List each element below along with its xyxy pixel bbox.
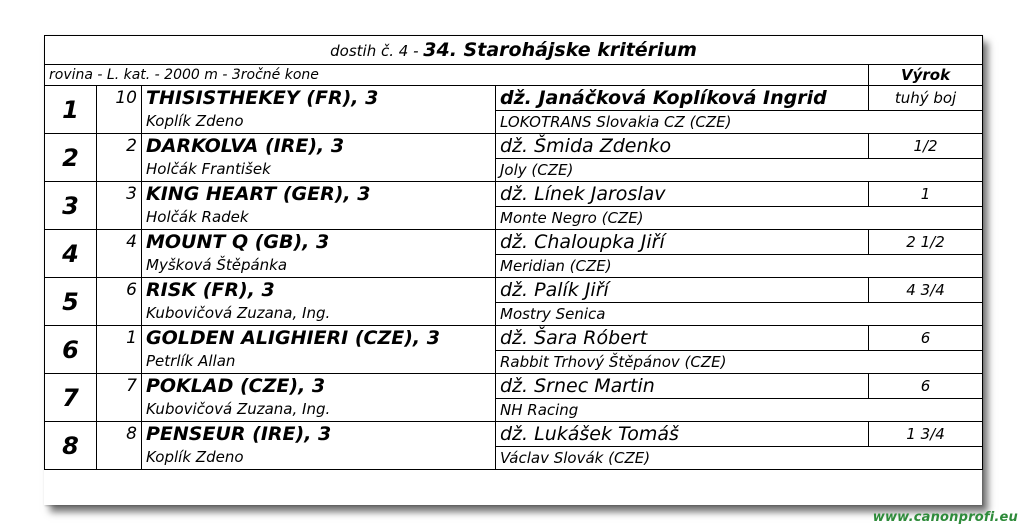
- start-number: 7: [97, 374, 142, 399]
- owner-name: Monte Negro (CZE): [496, 207, 983, 230]
- trainer-name: Petrlík Allan: [142, 351, 496, 374]
- start-number-spacer: [97, 399, 142, 422]
- entry-detail-row: [45, 351, 983, 374]
- place-cell: 4: [45, 230, 97, 278]
- place-cell: 2: [45, 134, 97, 182]
- horse-name: GOLDEN ALIGHIERI (CZE), 3: [142, 326, 496, 351]
- trainer-name: Holčák Radek: [142, 207, 496, 230]
- start-number: 4: [97, 230, 142, 255]
- race-number: dostih č. 4 -: [330, 41, 419, 60]
- owner-name: Mostry Senica: [496, 303, 983, 326]
- result-column-header: Výrok: [869, 65, 983, 86]
- start-number-spacer: [97, 447, 142, 470]
- start-number: 2: [97, 134, 142, 159]
- place-cell: 8: [45, 422, 97, 470]
- start-number: 10: [97, 86, 142, 111]
- owner-name: Joly (CZE): [496, 159, 983, 182]
- margin-cell: 1/2: [869, 134, 983, 159]
- entry-detail-row: [45, 207, 983, 230]
- start-number-spacer: [97, 207, 142, 230]
- start-number: 8: [97, 422, 142, 447]
- start-number-spacer: [97, 351, 142, 374]
- trainer-name: Koplík Zdeno: [142, 447, 496, 470]
- start-number: 1: [97, 326, 142, 351]
- horse-name: POKLAD (CZE), 3: [142, 374, 496, 399]
- start-number-spacer: [97, 255, 142, 278]
- margin-cell: 4 3/4: [869, 278, 983, 303]
- entry-detail-row: [45, 255, 983, 278]
- entry-detail-row: [45, 159, 983, 182]
- trainer-name: Kubovičová Zuzana, Ing.: [142, 303, 496, 326]
- race-title: [45, 36, 983, 65]
- jockey-name: dž. Srnec Martin: [496, 374, 869, 399]
- margin-cell: 1: [869, 182, 983, 207]
- entry-detail-row: [45, 399, 983, 422]
- entry-row: [45, 278, 983, 303]
- race-results-table: [44, 35, 983, 470]
- owner-name: NH Racing: [496, 399, 983, 422]
- horse-name: KING HEART (GER), 3: [142, 182, 496, 207]
- jockey-name: dž. Janáčková Koplíková Ingrid: [496, 86, 869, 111]
- entry-row: [45, 86, 983, 111]
- entry-detail-row: [45, 447, 983, 470]
- owner-name: Václav Slovák (CZE): [496, 447, 983, 470]
- entry-detail-row: [45, 303, 983, 326]
- entry-row: [45, 182, 983, 207]
- entry-detail-row: [45, 111, 983, 134]
- margin-cell: 6: [869, 374, 983, 399]
- race-name: 34. Starohájske kritérium: [423, 38, 697, 61]
- horse-name: THISISTHEKEY (FR), 3: [142, 86, 496, 111]
- place-cell: 1: [45, 86, 97, 134]
- horse-name: PENSEUR (IRE), 3: [142, 422, 496, 447]
- place-cell: 3: [45, 182, 97, 230]
- entry-row: [45, 134, 983, 159]
- start-number: 3: [97, 182, 142, 207]
- margin-cell: 2 1/2: [869, 230, 983, 255]
- horse-name: DARKOLVA (IRE), 3: [142, 134, 496, 159]
- jockey-name: dž. Palík Jiří: [496, 278, 869, 303]
- trainer-name: Holčák František: [142, 159, 496, 182]
- race-conditions: rovina - L. kat. - 2000 m - 3ročné kone: [45, 65, 869, 86]
- jockey-name: dž. Línek Jaroslav: [496, 182, 869, 207]
- jockey-name: dž. Šmida Zdenko: [496, 134, 869, 159]
- start-number-spacer: [97, 159, 142, 182]
- owner-name: LOKOTRANS Slovakia CZ (CZE): [496, 111, 983, 134]
- margin-cell: 1 3/4: [869, 422, 983, 447]
- entry-row: [45, 326, 983, 351]
- place-cell: 6: [45, 326, 97, 374]
- horse-name: MOUNT Q (GB), 3: [142, 230, 496, 255]
- entry-row: [45, 374, 983, 399]
- race-conditions-row: [45, 65, 983, 86]
- place-cell: 7: [45, 374, 97, 422]
- start-number-spacer: [97, 303, 142, 326]
- watermark: www.canonprofi.eu: [872, 510, 1018, 525]
- results-sheet: [44, 35, 982, 505]
- jockey-name: dž. Chaloupka Jiří: [496, 230, 869, 255]
- jockey-name: dž. Lukášek Tomáš: [496, 422, 869, 447]
- margin-cell: 6: [869, 326, 983, 351]
- start-number-spacer: [97, 111, 142, 134]
- owner-name: Rabbit Trhový Štěpánov (CZE): [496, 351, 983, 374]
- start-number: 6: [97, 278, 142, 303]
- trainer-name: Koplík Zdeno: [142, 111, 496, 134]
- entry-row: [45, 422, 983, 447]
- race-title-row: [45, 36, 983, 65]
- horse-name: RISK (FR), 3: [142, 278, 496, 303]
- trainer-name: Myšková Štěpánka: [142, 255, 496, 278]
- jockey-name: dž. Šara Róbert: [496, 326, 869, 351]
- place-cell: 5: [45, 278, 97, 326]
- margin-cell: tuhý boj: [869, 86, 983, 111]
- entry-row: [45, 230, 983, 255]
- owner-name: Meridian (CZE): [496, 255, 983, 278]
- trainer-name: Kubovičová Zuzana, Ing.: [142, 399, 496, 422]
